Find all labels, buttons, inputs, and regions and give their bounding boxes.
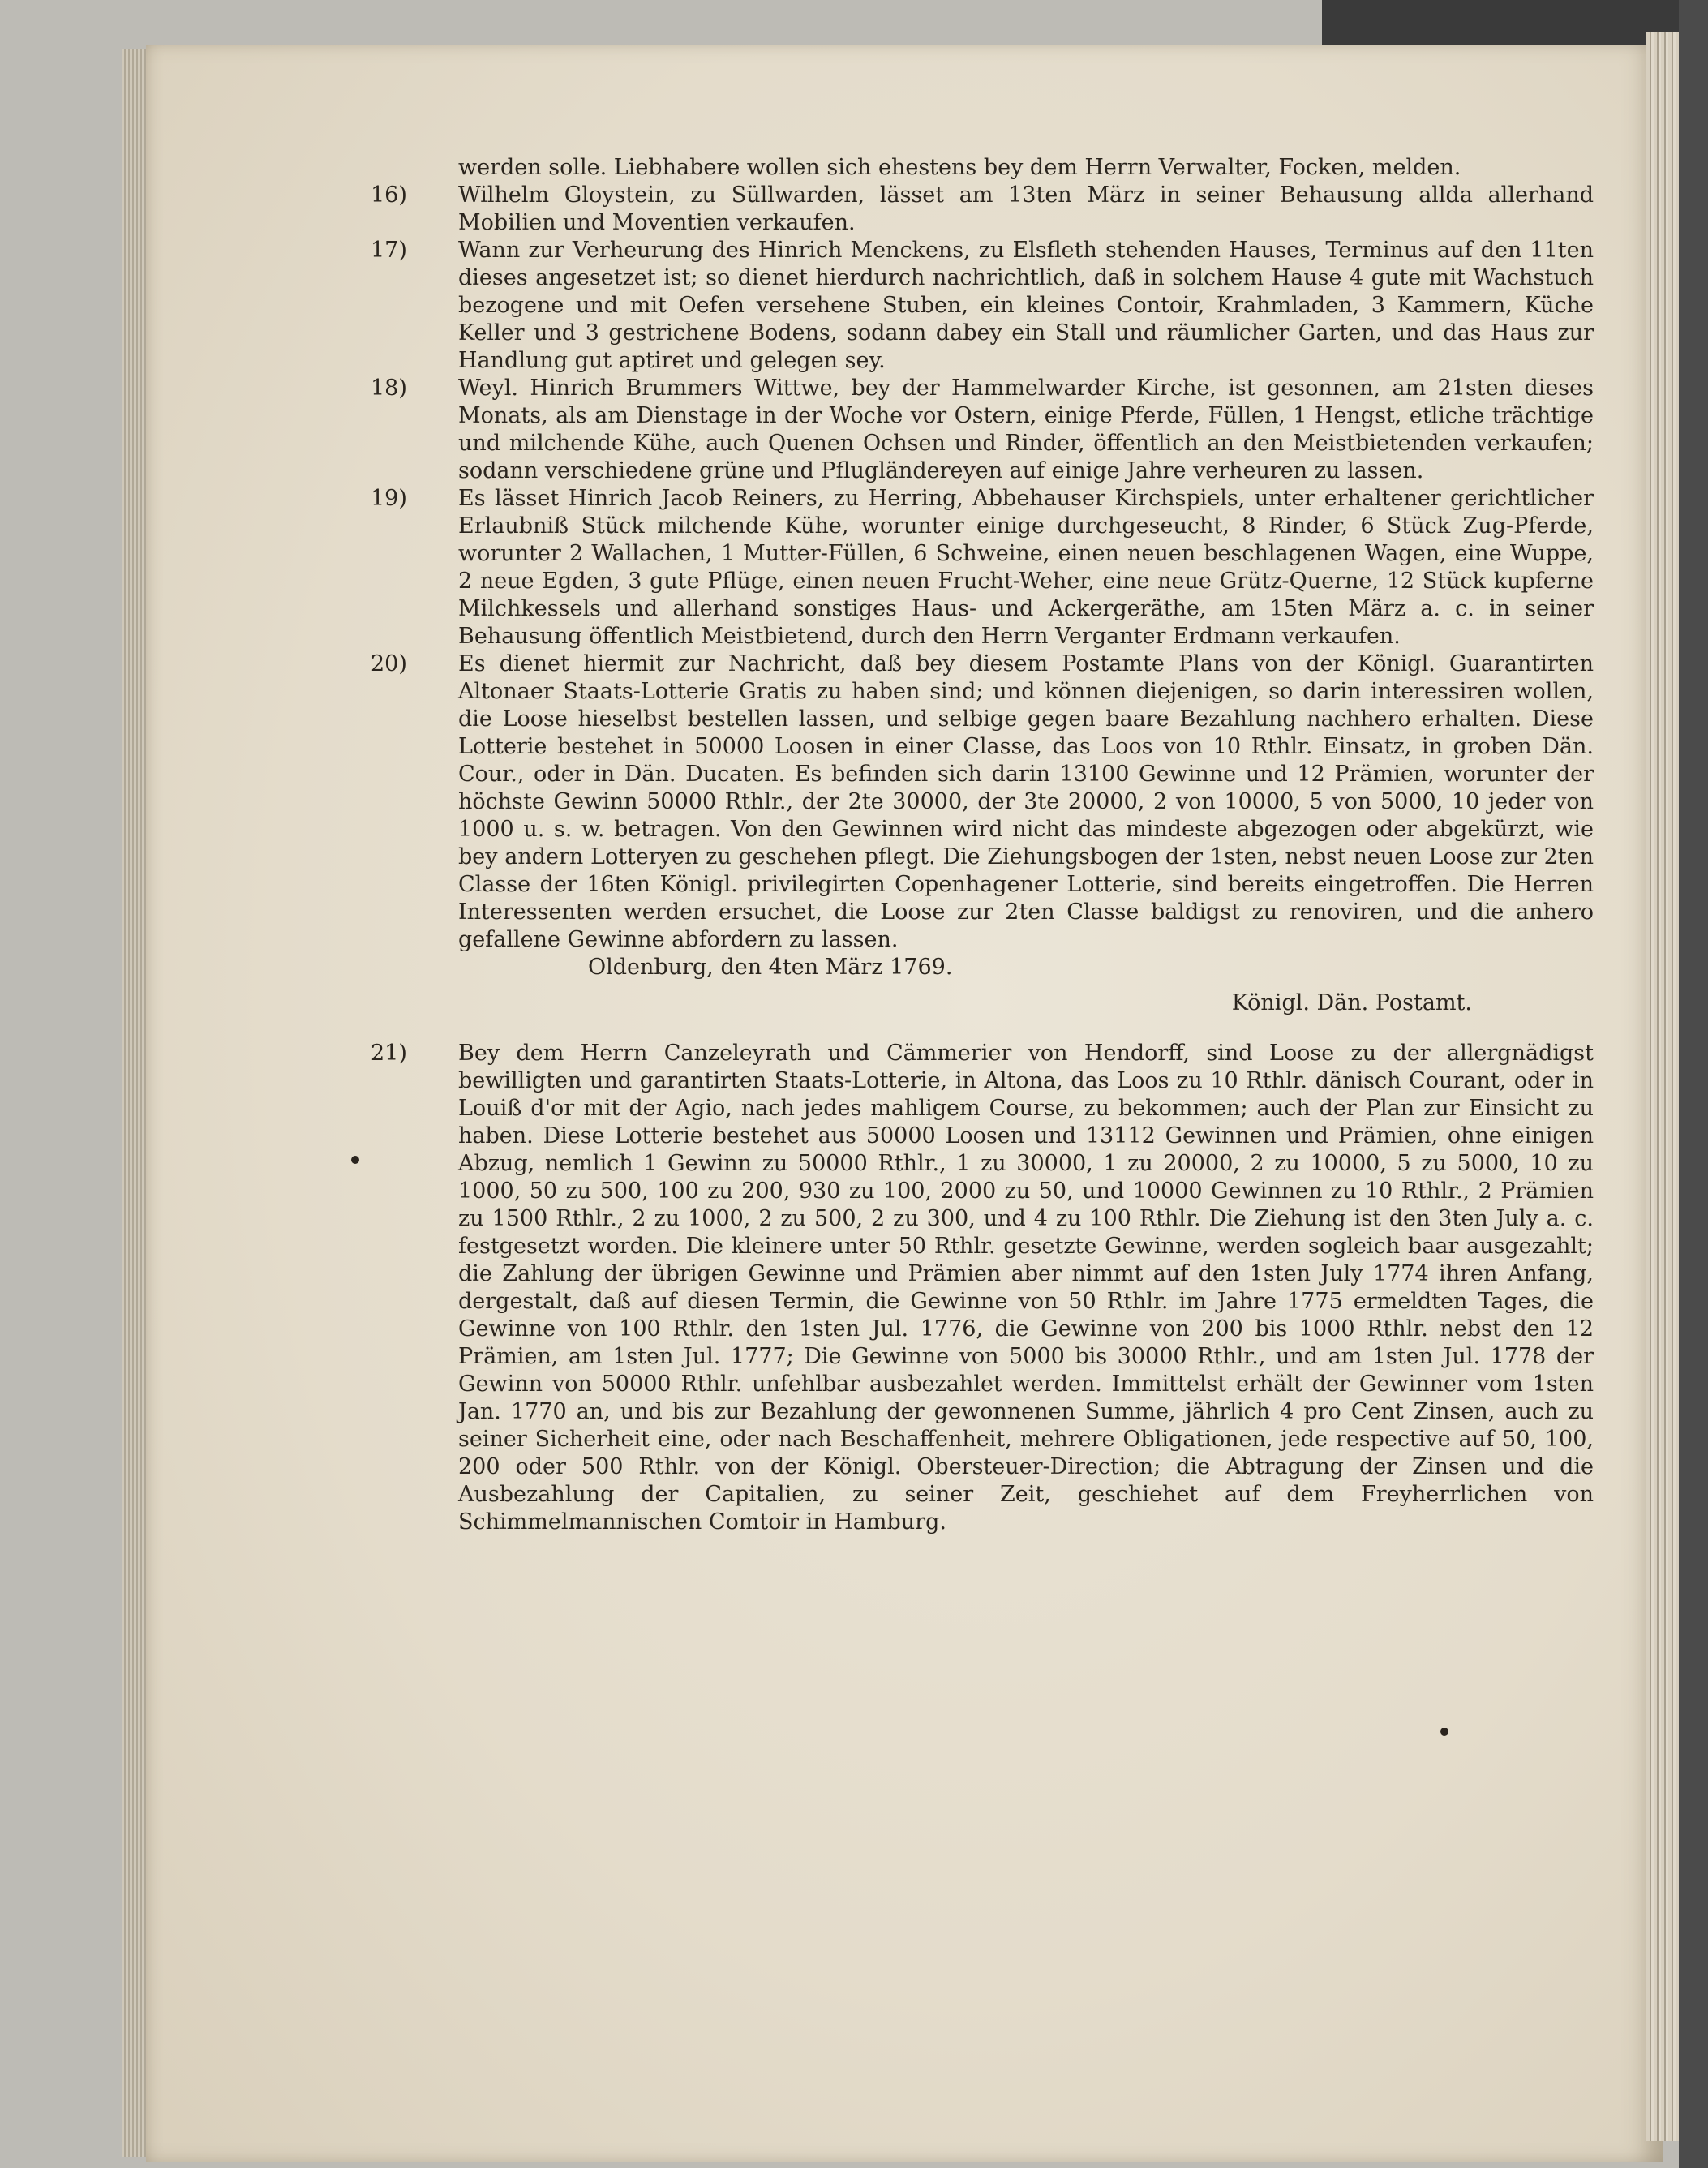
entry-number: 17): [371, 238, 407, 263]
entry-19: [371, 485, 1594, 650]
book-right-page-edges: [1646, 32, 1679, 2141]
scanner-bed-edge: [1679, 0, 1708, 2168]
entry-17: [371, 237, 1594, 375]
entry-text: Bey dem Herrn Canzeleyrath und Cämmerier von Hendorff, sind Loose zu der allergnädigst bewilligten und garantirten Staats-Lotterie, in Altona, das Loos zu 10 Rthlr. dänisch Courant, oder in Louiß d'or mit der Agio, nach jedes mahligem Course, zu bekommen; auch der Plan zur Einsicht zu haben. Diese Lotterie bestehet aus 50000 Loosen und 13112 Gewinnen und Prämien, ohne einigen Abzug, nemlich 1 Gewinn zu 50000 Rthlr., 1 zu 30000, 1 zu 20000, 2 zu 10000, 5 zu 5000, 10 zu 1000, 50 zu 500, 100 zu 200, 930 zu 100, 2000 zu 50, und 10000 Gewinnen zu 10 Rthlr., 2 Prämien zu 1500 Rthlr., 2 zu 1000, 2 zu 500, 2 zu 300, und 4 zu 100 Rthlr. Die Ziehung ist den 3ten July a. c. festgesetzt worden. Die kleinere unter 50 Rthlr. gesetzte Gewinne, werden sogleich baar ausgezahlt; die Zahlung der übrigen Gewinne und Prämien aber nimmt auf den 1sten July 1774 ihren Anfang, dergestalt, daß auf diesen Termin, die Gewinne von 50 Rthlr. im Jahre 1775 ermeldten Tages, die Gewinne von 100 Rthlr. den 1sten Jul. 1776, die Gewinne von 200 bis 1000 Rthlr. nebst den 12 Prämien, am 1sten Jul. 1777; Die Gewinne von 5000 bis 30000 Rthlr., und am 1sten Jul. 1778 der Gewinn von 50000 Rthlr. unfehlbar ausbezahlet werden. Immittelst erhält der Gewinner vom 1sten Jan. 1770 an, und bis zur Bezahlung der gewonnenen Summe, jährlich 4 pro Cent Zinsen, auch zu seiner Sicherheit eine, oder nach Beschaffenheit, mehrere Obligationen, jede respective auf 50, 100, 200 oder 500 Rthlr. von der Königl. Obersteuer-Direction; die Abtragung der Zinsen und die Ausbezahlung der Capitalien, zu seiner Zeit, geschiehet auf dem Freyherrlichen von Schimmelmannischen Comtoir in Hamburg.: [458, 1041, 1594, 1535]
entry-text: Es lässet Hinrich Jacob Reiners, zu Herring, Abbehauser Kirchspiels, unter erhaltener gerichtlicher Erlaubniß Stück milchende Kühe, worunter einige durchgeseucht, 8 Rinder, 6 Stück Zug-Pferde, worunter 2 Wallachen, 1 Mutter-Füllen, 6 Schweine, einen neuen beschlagenen Wagen, eine Wuppe, 2 neue Egden, 3 gute Pflüge, einen neuen Frucht-Weher, eine neue Grütz-Querne, 12 Stück kupferne Milchkessels und allerhand sonstiges Haus- und Ackergeräthe, am 15ten März a. c. in seiner Behausung öffentlich Meistbietend, durch den Herrn Verganter Erdmann verkaufen.: [458, 486, 1594, 649]
entry-text: Wann zur Verheurung des Hinrich Menckens, zu Elsfleth stehenden Hauses, Terminus auf den 11ten dieses angesetzet ist; so dienet hierdurch nachrichtlich, daß in solchem Hause 4 gute mit Wachstuch bezogene und mit Oefen versehene Stuben, ein kleines Contoir, Krahmladen, 3 Kammern, Küche Keller und 3 gestrichene Bodens, sodann dabey ein Stall und räumlicher Garten, und das Haus zur Handlung gut aptiret und gelegen sey.: [458, 238, 1594, 373]
entry-number: 16): [371, 182, 407, 208]
entry-text: Weyl. Hinrich Brummers Wittwe, bey der Hammelwarder Kirche, ist gesonnen, am 21sten dieses Monats, als am Dienstage in der Woche vor Ostern, einige Pferde, Füllen, 1 Hengst, etliche trächtige und milchende Kühe, auch Quenen Ochsen und Rinder, öffentlich an den Meistbietenden verkaufen; sodann verschiedene grüne und Pflugländereyen auf einige Jahre verheuren zu lassen.: [458, 376, 1594, 483]
entry-number: 21): [371, 1041, 407, 1066]
entry-number: 18): [371, 376, 407, 401]
entry-continuation: [458, 154, 1594, 182]
entry-18: [371, 375, 1594, 485]
ink-speck: [1440, 1728, 1448, 1736]
ink-speck: [351, 1156, 359, 1164]
entry-16: [371, 182, 1594, 237]
signature: Königl. Dän. Postamt.: [1231, 990, 1472, 1015]
entry-number: 20): [371, 651, 407, 676]
entry-21: [371, 1040, 1594, 1536]
entry-text: werden solle. Liebhabere wollen sich ehestens bey dem Herrn Verwalter, Focken, melden.: [458, 155, 1461, 180]
entry-number: 19): [371, 486, 407, 511]
entry-text: Wilhelm Gloystein, zu Süllwarden, lässet am 13ten März in seiner Behausung allda allerhand Mobilien und Moventien verkaufen.: [458, 182, 1594, 235]
entry-20: [371, 650, 1594, 954]
page-text: [371, 154, 1594, 1536]
entry-text: Es dienet hiermit zur Nachricht, daß bey diesem Postamte Plans von der Königl. Guarantirten Altonaer Staats-Lotterie Gratis zu haben sind; und können diejenigen, so darin interessiren wollen, die Loose hieselbst bestellen lassen, und selbige gegen baare Bezahlung nachhero erhalten. Diese Lotterie bestehet in 50000 Loosen in einer Classe, das Loos von 10 Rthlr. Einsatz, in groben Dän. Cour., oder in Dän. Ducaten. Es befinden sich darin 13100 Gewinne und 12 Prämien, worunter der höchste Gewinn 50000 Rthlr., der 2te 30000, der 3te 20000, 2 von 10000, 5 von 5000, 10 jeder von 1000 u. s. w. betragen. Von den Gewinnen wird nicht das mindeste abgezogen oder abgekürzt, wie bey andern Lotteryen zu geschehen pflegt. Die Ziehungsbogen der 1sten, nebst neuen Loose zur 2ten Classe der 16ten Königl. privilegirten Copenhagener Lotterie, sind bereits eingetroffen. Die Herren Interessenten werden ersuchet, die Loose zur 2ten Classe baldigst zu renoviren, und die anhero gefallene Gewinne abfordern zu lassen.: [458, 651, 1594, 952]
dateline: Oldenburg, den 4ten März 1769.: [588, 955, 953, 980]
